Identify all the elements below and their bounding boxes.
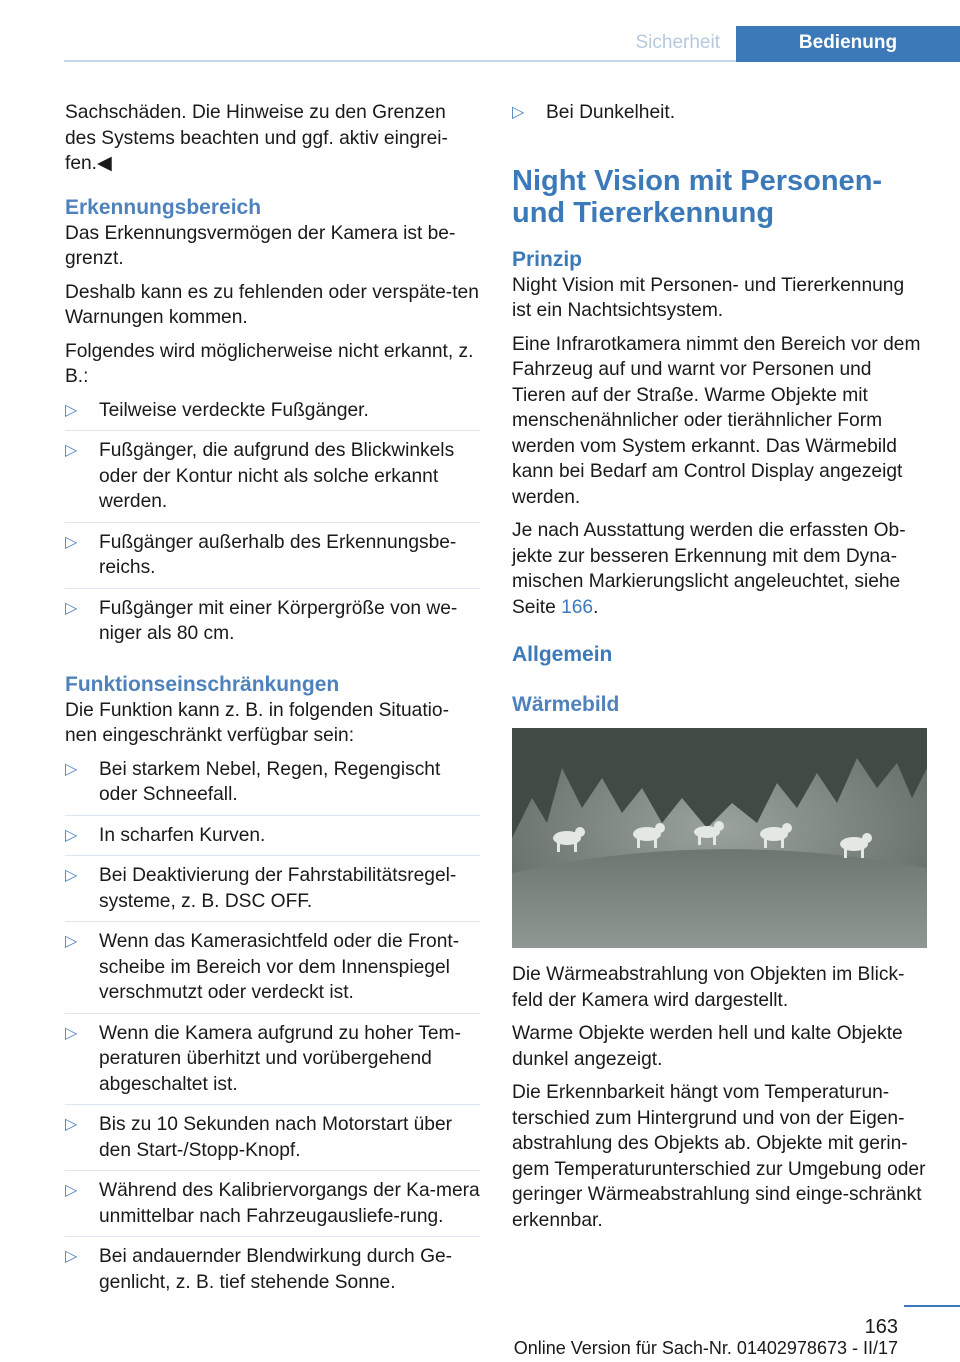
tab-bedienung[interactable]: Bedienung <box>736 26 960 62</box>
heading-erkennungsbereich: Erkennungsbereich <box>65 195 262 219</box>
page-number: 163 <box>864 1316 898 1338</box>
triangle-right-icon: ▷ <box>65 867 78 884</box>
triangle-right-icon: ▷ <box>65 760 78 778</box>
triangle-right-icon: ▷ <box>65 826 78 844</box>
list-item: ▷ Teilweise verdeckte Fußgänger. <box>65 398 480 432</box>
list-item: ▷ Bei Dunkelheit. <box>512 100 927 133</box>
intro-paragraph: Sachschäden. Die Hinweise zu den Grenzen des Systems beachten und ggf. aktiv eingrei-fen.◀ <box>65 102 448 174</box>
footer-accent-line <box>904 1305 960 1307</box>
online-version-note: Online Version für Sach-Nr. 01402978673 - II/17 <box>513 1338 898 1358</box>
list-item: ▷ Fußgänger mit einer Körpergröße von we-niger als 80 cm. <box>65 597 458 644</box>
paragraph: Die Erkennbarkeit hängt vom Temperaturun-terschied zum Hintergrund und von der Eigen-abstrahlung des Objekts ab. Objekte mit gerin-gem Temperaturunterschied zur Umgebung oder geringer Wärmeabstrahlung sind einge-schränkt erkennbar. <box>512 1082 926 1231</box>
triangle-right-icon: ▷ <box>65 1248 78 1265</box>
list-item: ▷ Wenn das Kamerasichtfeld oder die Front-scheibe im Bereich vor dem Innenspiegel verschmutzt oder verdeckt ist. <box>65 929 480 1014</box>
thermal-image <box>512 728 927 948</box>
triangle-right-icon: ▷ <box>65 1182 78 1199</box>
list-item: ▷ Bei andauernder Blendwirkung durch Ge-genlicht, z. B. tief stehende Sonne. <box>65 1246 453 1293</box>
list-item: ▷ Bis zu 10 Sekunden nach Motorstart über den Start-/Stopp-Knopf. <box>65 1112 480 1171</box>
header-tabs <box>64 26 960 62</box>
heading-prinzip: Prinzip <box>512 247 583 271</box>
tab-sicherheit[interactable]: Sicherheit <box>635 32 720 53</box>
triangle-right-icon: ▷ <box>512 104 525 121</box>
thermal-road <box>512 849 927 948</box>
triangle-right-icon: ▷ <box>65 442 78 459</box>
triangle-right-icon: ▷ <box>65 1024 78 1042</box>
list-item: ▷ Bei starkem Nebel, Regen, Regengischt oder Schneefall. <box>65 757 480 816</box>
list-item: ▷ Fußgänger außerhalb des Erkennungsbe-reichs. <box>65 530 480 589</box>
paragraph: Deshalb kann es zu fehlenden oder verspäte-ten Warnungen kommen. <box>65 281 479 328</box>
heading-waermebild: Wärmebild <box>512 693 620 716</box>
paragraph: Eine Infrarotkamera nimmt den Bereich vor dem Fahrzeug auf und warnt vor Personen und Tieren auf der Straße. Warme Objekte mit menschenähnlicher oder tierähnlicher Form werden vom System erkannt. Das Wärmebild kann bei Bedarf am Control Display angezeigt werden. <box>512 333 921 508</box>
triangle-right-icon: ▷ <box>65 933 78 950</box>
list-item: ▷ Während des Kalibriervorgangs der Ka-mera unmittelbar nach Fahrzeugausliefe-rung. <box>65 1178 480 1237</box>
triangle-right-icon: ▷ <box>65 401 78 419</box>
list-detection <box>65 398 480 654</box>
paragraph: Folgendes wird möglicherweise nicht erkannt, z. B.: <box>65 340 474 387</box>
heading-night-vision: Night Vision mit Personen- und Tiererkennung <box>512 164 883 229</box>
list-item: ▷ In scharfen Kurven. <box>65 823 480 857</box>
paragraph: Das Erkennungsvermögen der Kamera ist be-grenzt. <box>65 222 456 269</box>
list-limitations <box>65 757 480 1303</box>
heading-allgemein: Allgemein <box>512 643 613 666</box>
list-item: ▷ Wenn die Kamera aufgrund zu hoher Tem-peraturen überhitzt und vorübergehend abgeschaltet ist. <box>65 1021 480 1106</box>
list-item: ▷ Bei Deaktivierung der Fahrstabilitätsregel-systeme, z. B. DSC OFF. <box>65 863 480 922</box>
triangle-right-icon: ▷ <box>65 533 78 551</box>
list-continued <box>512 100 927 133</box>
list-item: ▷ Fußgänger, die aufgrund des Blickwinkels oder der Kontur nicht als solche erkannt werden. <box>65 438 480 523</box>
paragraph: Die Wärmeabstrahlung von Objekten im Blick-feld der Kamera wird dargestellt. <box>512 964 905 1011</box>
paragraph: Die Funktion kann z. B. in folgenden Situatio-nen eingeschränkt verfügbar sein: <box>65 699 449 746</box>
paragraph: Warme Objekte werden hell und kalte Objekte dunkel angezeigt. <box>512 1023 903 1070</box>
paragraph-with-link: Je nach Ausstattung werden die erfassten Ob-jekte zur besseren Erkennung mit dem Dyna-mischen Markierungslicht angeleuchtet, siehe Seite 166. <box>512 520 906 618</box>
page-reference-link[interactable]: 166 <box>561 596 594 618</box>
paragraph: Night Vision mit Personen- und Tiererkennung ist ein Nachtsichtsystem. <box>512 274 905 321</box>
triangle-right-icon: ▷ <box>65 1116 78 1133</box>
heading-funktionseinschraenkungen: Funktionseinschränkungen <box>65 672 340 696</box>
triangle-right-icon: ▷ <box>65 599 78 617</box>
right-column <box>512 100 927 1241</box>
left-column <box>65 100 480 1309</box>
